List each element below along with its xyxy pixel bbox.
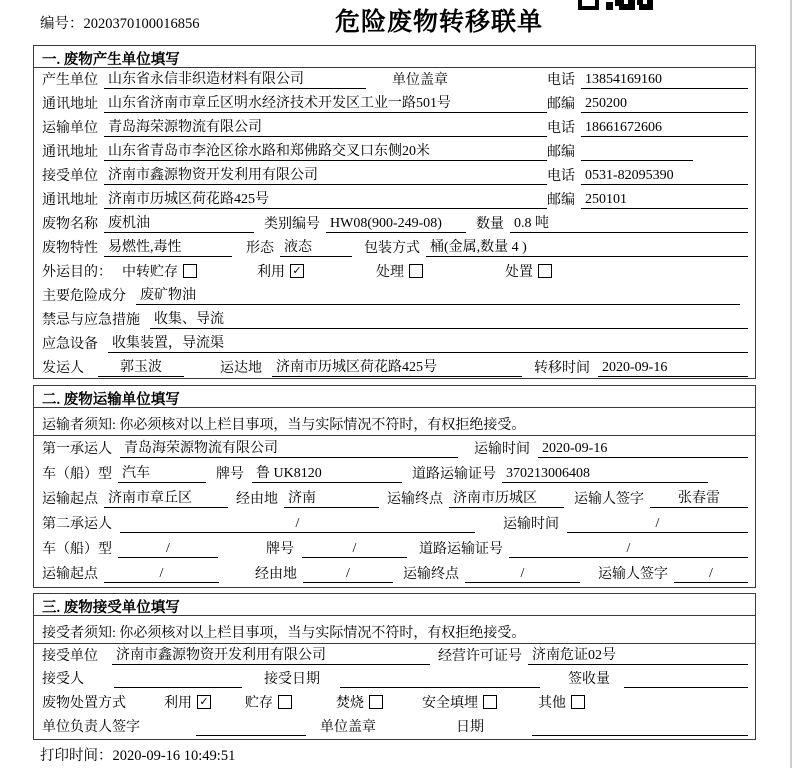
section-transport-title: 二. 废物运输单位填写	[34, 386, 755, 408]
transfer-time-value: 2020-09-16	[598, 359, 748, 377]
waste-form-value: 液态	[280, 239, 352, 257]
first-carrier-label: 第一承运人	[42, 442, 112, 457]
address-label: 通讯地址	[42, 97, 98, 112]
business-license-label: 经营许可证号	[438, 648, 522, 664]
producer-address-value: 山东省济南市章丘区明水经济技术开发区工业一路501号	[104, 95, 547, 113]
utilize-checkbox: ✓	[197, 695, 211, 709]
section-transport	[33, 385, 756, 588]
plate-number-value: 鲁 UK8120	[252, 465, 402, 483]
receiver-zip-value: 250101	[581, 191, 748, 209]
terminus-label: 运输终点	[387, 492, 443, 507]
option-landfill-label: 安全填埋	[422, 695, 478, 711]
transporter-notice: 运输者须知: 你必须核对以上栏目事项，当与实际情况不符时，有权拒绝接受。	[34, 408, 755, 436]
serial-number-label: 编号：	[40, 16, 84, 32]
row-producer-address	[34, 92, 755, 116]
waste-form-label: 形态	[246, 241, 274, 256]
transfer-storage-checkbox	[183, 264, 197, 278]
waste-character-value: 易燃性,毒性	[104, 239, 232, 257]
transporter-sign-label: 运输人签字	[598, 567, 668, 582]
option-dispose	[505, 261, 552, 281]
print-time-value: 2020-09-16 10:49:51	[112, 748, 236, 764]
receiving-unit-label: 接受单位	[42, 648, 98, 664]
terminus-value: 济南市历城区	[449, 490, 564, 508]
option-utilize	[257, 261, 304, 281]
row-transport-unit	[34, 116, 755, 140]
row-consignor	[34, 356, 755, 380]
option-treat	[376, 261, 423, 281]
business-license-value: 济南危证02号	[528, 647, 748, 665]
origin-value: 济南市章丘区	[104, 490, 228, 508]
packing-label: 包装方式	[364, 241, 420, 256]
producer-zip-value: 250200	[581, 95, 748, 113]
incinerate-checkbox	[369, 695, 383, 709]
section-producer-title: 一. 废物产生单位填写	[34, 46, 755, 68]
receiver-unit-value: 济南市鑫源物资开发利用有限公司	[104, 167, 547, 185]
waste-character-label: 废物特性	[42, 241, 98, 256]
receiving-unit-value: 济南市鑫源物资开发利用有限公司	[112, 647, 430, 665]
origin-label: 运输起点	[42, 567, 98, 582]
road-license-value: 370213006408	[502, 465, 708, 483]
option-store	[245, 692, 292, 712]
row-receiving-person	[34, 668, 755, 692]
print-time-label: 打印时间：	[40, 748, 113, 764]
second-transport-time-value: /	[567, 515, 748, 533]
origin2-value: /	[104, 565, 219, 583]
category-code-value: HW08(900-249-08)	[326, 215, 466, 233]
address-label: 通讯地址	[42, 145, 98, 160]
treat-checkbox	[409, 264, 423, 278]
second-carrier-value: /	[120, 515, 475, 533]
receiver-notice: 接受者须知: 你必须核对以上栏目事项，当与实际情况不符时，有权拒绝接受。	[34, 616, 755, 644]
option-utilize-label: 利用	[164, 695, 192, 711]
option-utilize-label: 利用	[257, 264, 285, 280]
row-transport-address	[34, 140, 755, 164]
section-receiver	[33, 593, 756, 740]
quantity-value: 0.8 吨	[510, 215, 748, 233]
date-label: 日期	[456, 719, 484, 735]
road-license-label: 道路运输证号	[412, 467, 496, 482]
disposal-method-label: 废物处置方式	[42, 695, 126, 711]
emergency-equipment-value: 收集装置，导流渠	[108, 335, 748, 353]
responsible-sign-value	[196, 719, 306, 736]
dispose-checkbox	[538, 264, 552, 278]
phone-label: 电话	[547, 73, 575, 88]
plate-number2-value: /	[302, 540, 407, 558]
row-second-vehicle	[34, 536, 755, 561]
via2-value: /	[303, 565, 393, 583]
option-incinerate-label: 焚烧	[336, 695, 364, 711]
row-first-carrier	[34, 436, 755, 461]
terminus2-value: /	[465, 565, 580, 583]
receiving-person-value	[114, 671, 242, 688]
row-receiver-address	[34, 188, 755, 212]
hazard-component-label: 主要危险成分	[42, 289, 126, 304]
section-receiver-title: 三. 废物接受单位填写	[34, 594, 755, 616]
road-license-label: 道路运输证号	[419, 542, 503, 557]
store-checkbox	[278, 695, 292, 709]
date-value	[532, 719, 748, 736]
row-responsible-signature	[34, 715, 755, 739]
taboo-measures-value: 收集、导流	[150, 311, 748, 329]
transporter-sign-value: 张春雷	[650, 490, 748, 508]
destination-label: 运达地	[220, 361, 262, 376]
row-outbound-purpose	[34, 260, 755, 284]
address-label: 通讯地址	[42, 193, 98, 208]
transport-unit-label: 运输单位	[42, 121, 98, 136]
road-license2-value: /	[509, 540, 748, 558]
row-hazard-component	[34, 284, 755, 308]
landfill-checkbox	[483, 695, 497, 709]
producer-unit-value: 山东省永信非织造材料有限公司	[104, 71, 366, 89]
phone-label: 电话	[547, 169, 575, 184]
transport-unit-value: 青岛海荣源物流有限公司	[104, 119, 547, 137]
via-label: 经由地	[255, 567, 297, 582]
unit-seal-label: 单位盖章	[392, 73, 448, 88]
option-landfill	[422, 692, 497, 712]
row-waste-name	[34, 212, 755, 236]
row-first-route	[34, 486, 755, 511]
unit-seal-label: 单位盖章	[320, 719, 376, 735]
transport-time-label: 运输时间	[474, 442, 530, 457]
print-time	[40, 744, 235, 765]
emergency-equipment-label: 应急设备	[42, 337, 98, 352]
vehicle-type-label: 车（船）型	[42, 542, 112, 557]
receiver-phone-value: 0531-82095390	[581, 167, 748, 185]
producer-phone-value: 13854169160	[581, 71, 748, 89]
consignor-value: 郭玉波	[98, 359, 184, 377]
transfer-time-label: 转移时间	[534, 361, 590, 376]
option-other-label: 其他	[538, 695, 566, 711]
outbound-purpose-label: 外运目的：	[42, 264, 112, 280]
taboo-measures-label: 禁忌与应急措施	[42, 313, 140, 328]
plate-number-label: 牌号	[266, 542, 294, 557]
signed-amount-label: 签收量	[568, 672, 610, 688]
row-emergency-equipment	[34, 332, 755, 356]
transport-phone-value: 18661672606	[581, 119, 748, 137]
row-receiving-unit	[34, 644, 755, 668]
receiving-person-label: 接受人	[42, 672, 84, 688]
qr-code-fragment-icon	[578, 0, 654, 10]
vehicle-type-label: 车（船）型	[42, 467, 112, 482]
serial-number-value: 2020370100016856	[83, 16, 200, 32]
receiving-date-value	[340, 671, 540, 688]
transport-address-value: 山东省青岛市李沧区徐水路和郑佛路交叉口东侧20米	[104, 143, 547, 161]
responsible-sign-label: 单位负责人签字	[42, 719, 140, 735]
destination-value: 济南市历城区荷花路425号	[272, 359, 522, 377]
first-carrier-value: 青岛海荣源物流有限公司	[120, 440, 458, 458]
waste-name-label: 废物名称	[42, 217, 98, 232]
row-disposal-method	[34, 691, 755, 715]
form-title: 危险废物转移联单	[335, 9, 544, 36]
category-code-label: 类别编号	[264, 217, 320, 232]
row-waste-character	[34, 236, 755, 260]
vehicle-type2-value: /	[118, 540, 218, 558]
option-store-label: 贮存	[245, 695, 273, 711]
receiver-unit-label: 接受单位	[42, 169, 98, 184]
option-dispose-label: 处置	[505, 264, 533, 280]
consignor-label: 发运人	[42, 361, 84, 376]
via-label: 经由地	[236, 492, 278, 507]
hazard-component-value: 废矿物油	[136, 287, 740, 305]
row-first-vehicle	[34, 461, 755, 486]
option-other	[538, 692, 585, 712]
quantity-label: 数量	[476, 217, 504, 232]
row-receiver-unit	[34, 164, 755, 188]
zip-label: 邮编	[547, 145, 575, 160]
producer-unit-label: 产生单位	[42, 73, 98, 88]
signed-amount-value	[624, 671, 748, 688]
transport-time-label: 运输时间	[503, 517, 559, 532]
transport-zip-value	[581, 144, 693, 161]
option-utilize	[164, 692, 211, 712]
second-carrier-label: 第二承运人	[42, 517, 112, 532]
terminus-label: 运输终点	[403, 567, 459, 582]
row-producer-unit	[34, 68, 755, 92]
row-taboo-measures	[34, 308, 755, 332]
other-checkbox	[571, 695, 585, 709]
page-edge-divider	[790, 0, 792, 768]
via-value: 济南	[284, 490, 379, 508]
section-producer	[33, 45, 756, 379]
transporter-sign2-value: /	[674, 565, 748, 583]
waste-name-value: 废机油	[104, 215, 254, 233]
receiving-date-label: 接受日期	[264, 672, 320, 688]
option-treat-label: 处理	[376, 264, 404, 280]
plate-number-label: 牌号	[216, 467, 244, 482]
zip-label: 邮编	[547, 97, 575, 112]
origin-label: 运输起点	[42, 492, 98, 507]
option-transfer-storage	[122, 261, 197, 281]
packing-value: 桶(金属,数量 4 )	[426, 239, 748, 257]
phone-label: 电话	[547, 121, 575, 136]
vehicle-type-value: 汽车	[118, 465, 206, 483]
option-transfer-storage-label: 中转贮存	[122, 264, 178, 280]
receiver-address-value: 济南市历城区荷花路425号	[104, 191, 547, 209]
row-second-carrier	[34, 511, 755, 536]
first-transport-time-value: 2020-09-16	[538, 440, 748, 458]
utilize-checkbox: ✓	[290, 264, 304, 278]
serial-number	[40, 12, 200, 33]
option-incinerate	[336, 692, 383, 712]
row-second-route	[34, 561, 755, 586]
zip-label: 邮编	[547, 193, 575, 208]
transporter-sign-label: 运输人签字	[574, 492, 644, 507]
